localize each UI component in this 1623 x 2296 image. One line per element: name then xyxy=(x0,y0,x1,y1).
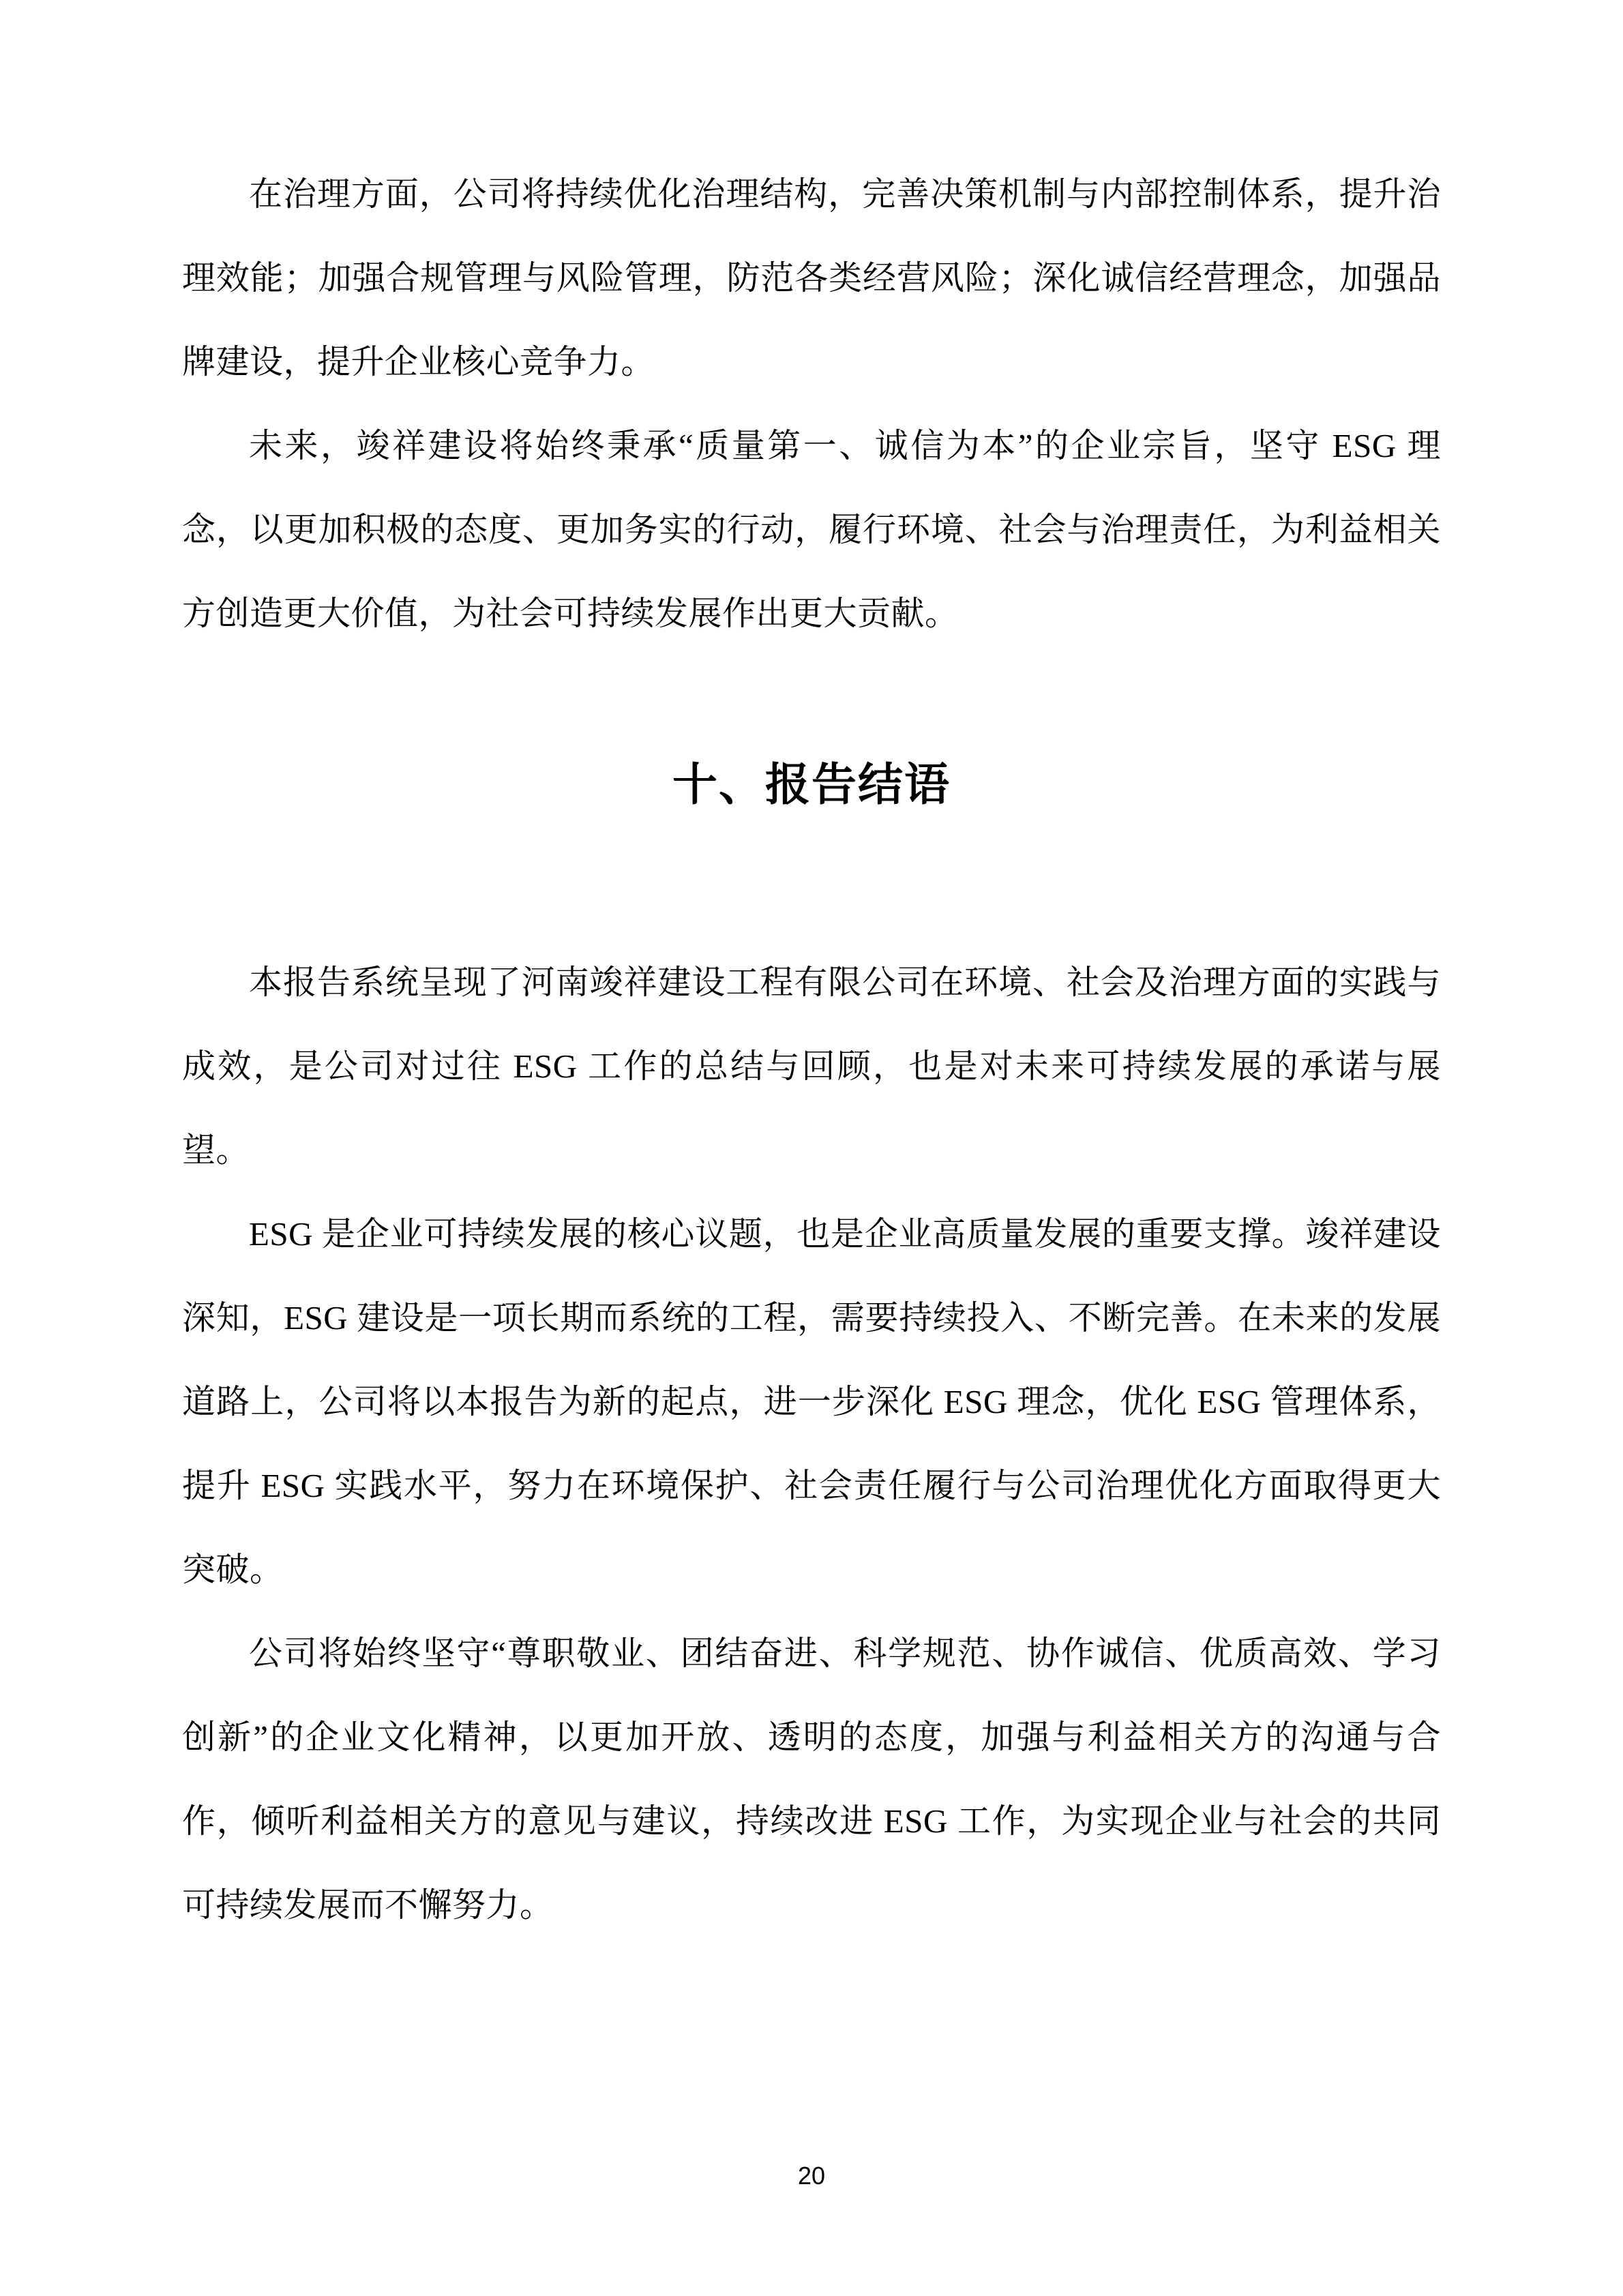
paragraph-governance-outlook: 在治理方面，公司将持续优化治理结构，完善决策机制与内部控制体系，提升治理效能；加强合规管理与风险管理，防范各类经营风险；深化诚信经营理念，加强品牌建设，提升企业核心竞争力。 xyxy=(182,175,1441,381)
paragraph-future-commitment: 未来，竣祥建设将始终秉承“质量第一、诚信为本”的企业宗旨，坚守 ESG 理念，以更加积极的态度、更加务实的行动，履行环境、社会与治理责任，为利益相关方创造更大价值，为社会可持续发展作出更大贡献。 xyxy=(182,427,1441,632)
paragraph-culture-pledge: 公司将始终坚守“尊职敬业、团结奋进、科学规范、协作诚信、优质高效、学习创新”的企业文化精神，以更加开放、透明的态度，加强与利益相关方的沟通与合作，倾听利益相关方的意见与建议，持续改进 ESG 工作，为实现企业与社会的共同可持续发展而不懈努力。 xyxy=(182,1635,1441,1924)
page-footer xyxy=(0,2162,1623,2190)
page-number: 20 xyxy=(797,2162,826,2190)
paragraph-esg-vision: ESG 是企业可持续发展的核心议题，也是企业高质量发展的重要支撑。竣祥建设深知，ESG 建设是一项长期而系统的工程，需要持续投入、不断完善。在未来的发展道路上，公司将以本报告为新的起点，进一步深化 ESG 理念，优化 ESG 管理体系，提升 ESG 实践水平，努力在环境保护、社会责任履行与公司治理优化方面取得更大突破。 xyxy=(182,1215,1441,1588)
paragraph-report-summary: 本报告系统呈现了河南竣祥建设工程有限公司在环境、社会及治理方面的实践与成效，是公司对过往 ESG 工作的总结与回顾，也是对未来可持续发展的承诺与展望。 xyxy=(182,964,1441,1169)
section-heading-closing-remarks: 十、报告结语 xyxy=(672,759,951,809)
page-content xyxy=(182,152,1441,1947)
